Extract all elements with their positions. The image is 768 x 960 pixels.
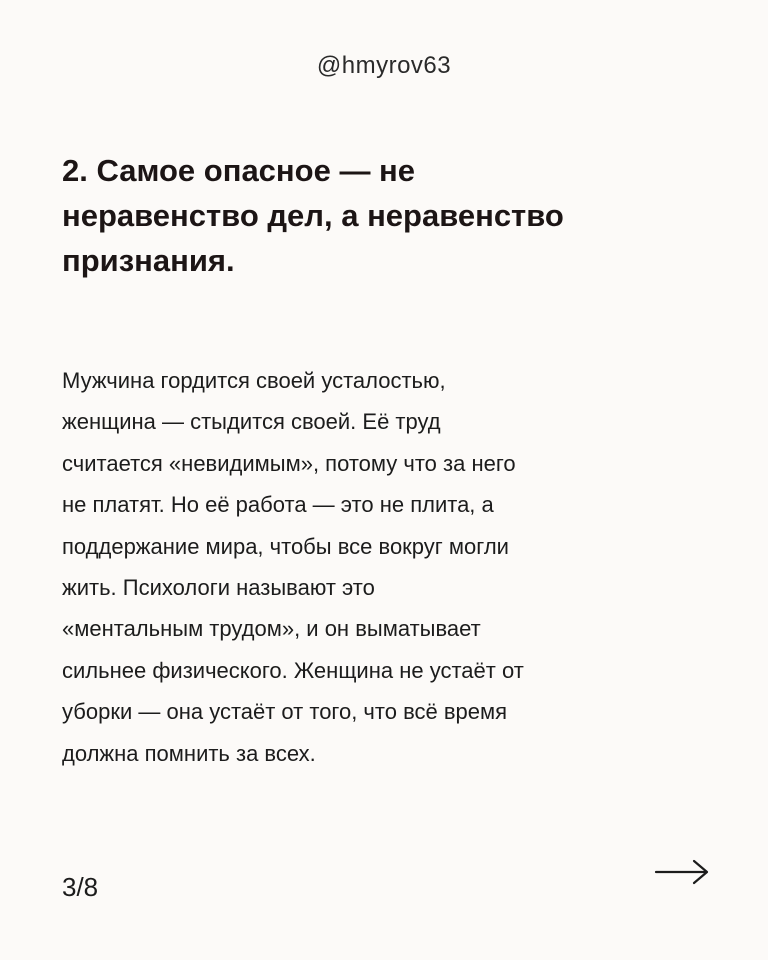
body-line: «ментальным трудом», и он выматывает [62, 616, 481, 642]
heading-line: 2. Самое опасное — не [62, 153, 416, 188]
body-line: считается «невидимым», потому что за него [62, 450, 516, 476]
page-counter: 3/8 [62, 872, 99, 902]
body-line: не платят. Но её работа — это не плита, а [62, 492, 494, 518]
body-line: Мужчина гордится своей усталостью, [62, 368, 446, 393]
slide-body [62, 360, 722, 774]
body-line: уборки — она устаёт от того, что всё время [62, 699, 508, 725]
heading-line: неравенство дел, а неравенство [62, 198, 564, 233]
body-line: поддержание мира, чтобы все вокруг могли [62, 533, 509, 559]
arrow-right-icon [650, 852, 714, 892]
body-line: жить. Психологи называют это [62, 575, 375, 601]
heading-line: признания. [62, 243, 235, 278]
slide-heading [62, 148, 712, 283]
next-slide-button[interactable] [650, 852, 714, 892]
body-line: женщина — стыдится своей. Её труд [62, 409, 441, 435]
author-handle: @hmyrov63 [316, 52, 452, 79]
body-line: сильнее физического. Женщина не устаёт от [62, 657, 524, 683]
body-line: должна помнить за всех. [62, 740, 316, 766]
